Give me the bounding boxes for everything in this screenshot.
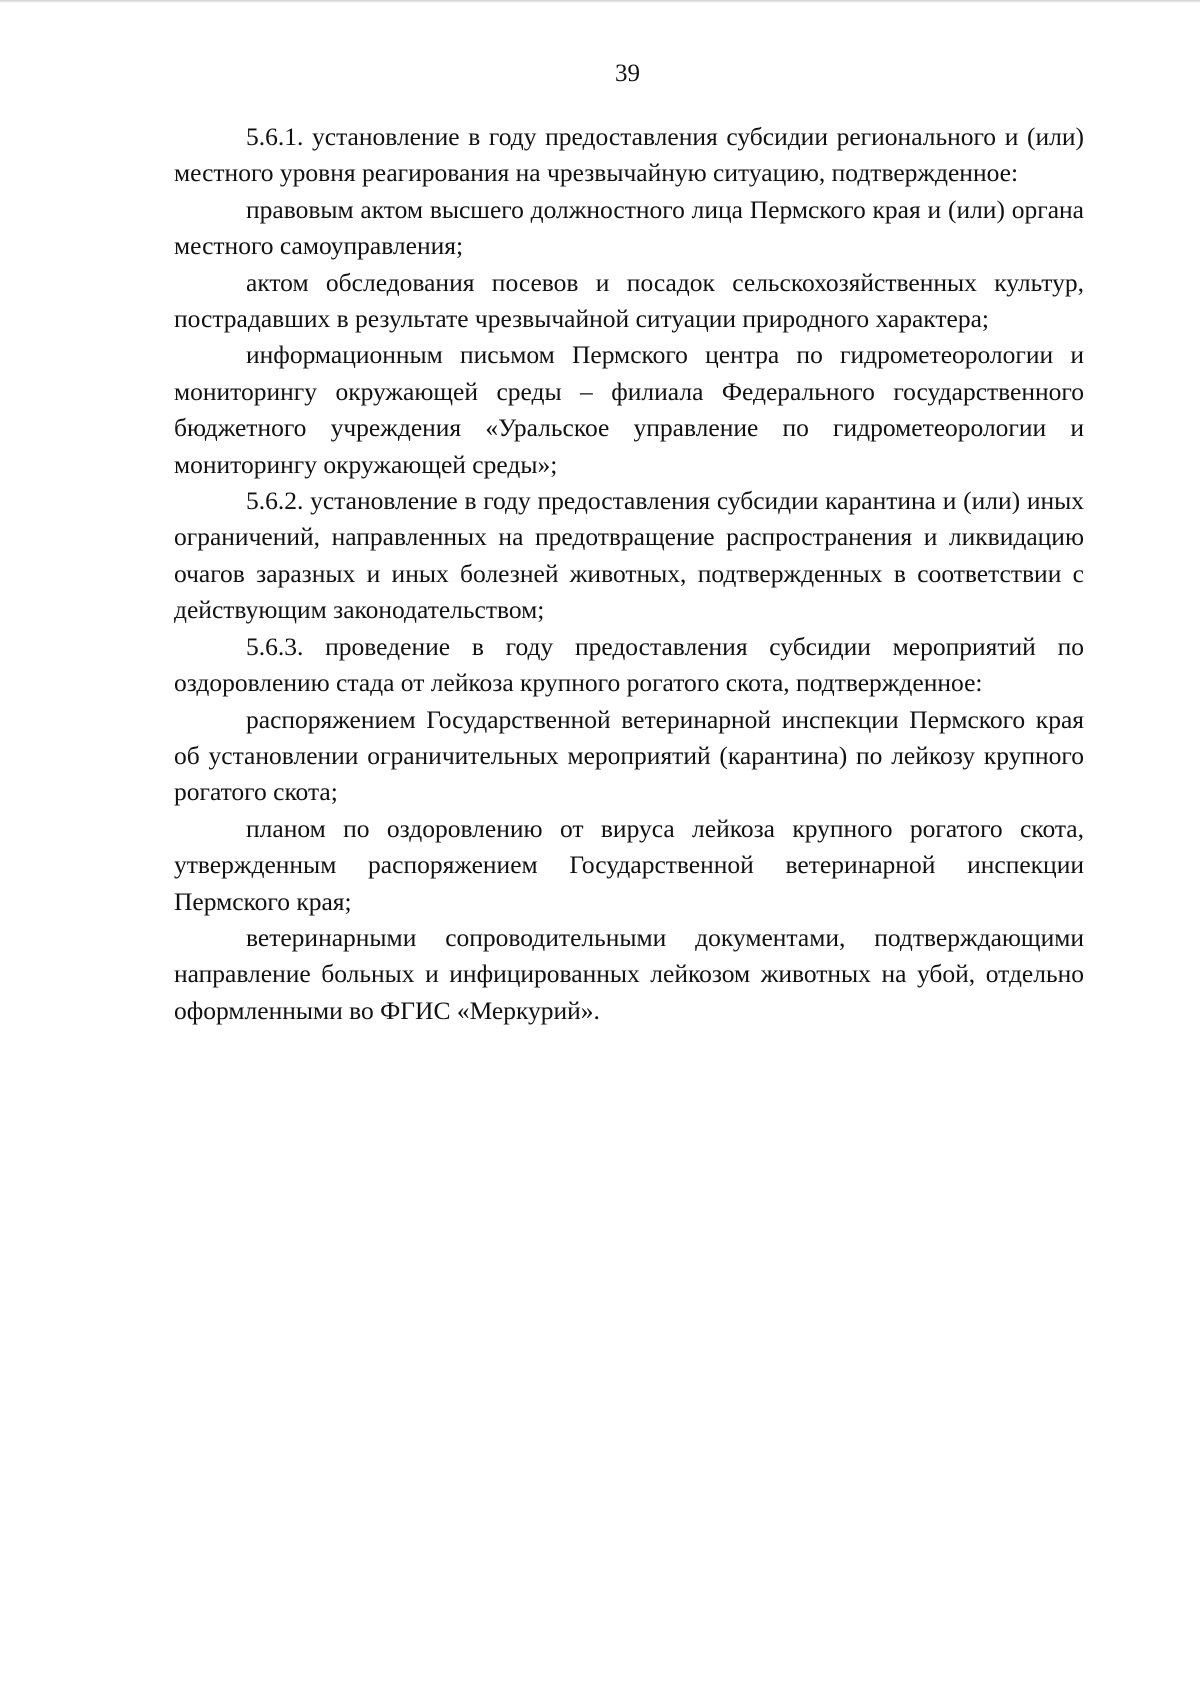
paragraph-5-6-1: 5.6.1. установление в году предоставления субсидии регионального и (или) местного уровня реагирования на чрезвычайную ситуацию, подтвержденное: bbox=[174, 122, 1084, 188]
paragraph-info-letter: информационным письмом Пермского центра по гидрометеорологии и мониторингу окружающей среды – филиала Федерального государственного бюджетного учреждения «Уральское управление по гидрометеорологии и мониторингу окружающей среды»; bbox=[174, 340, 1084, 479]
paragraph-5-6-2: 5.6.2. установление в году предоставления субсидии карантина и (или) иных ограничений, направленных на предотвращение распространения и ликвидацию очагов заразных и иных болезней животных, подтвержденных в соответствии с действующим законодательством; bbox=[174, 486, 1084, 625]
paragraph-5-6-3: 5.6.3. проведение в году предоставления субсидии мероприятий по оздоровлению стада от лейкоза крупного рогатого скота, подтвержденное: bbox=[174, 631, 1084, 698]
paragraph-recovery-plan: планом по оздоровлению от вируса лейкоза крупного рогатого скота, утвержденным распоряжением Государственной ветеринарной инспекции Пермского края; bbox=[174, 813, 1084, 916]
document-body bbox=[174, 119, 1084, 1029]
page-number: 39 bbox=[615, 60, 640, 87]
paragraph-vet-documents: ветеринарными сопроводительными документами, подтверждающими направление больных и инфицированных лейкозом животных на убой, отдельно оформленными во ФГИС «Меркурий». bbox=[174, 922, 1084, 1025]
scan-edge bbox=[0, 0, 1200, 3]
paragraph-inspection-act: актом обследования посевов и посадок сельскохозяйственных культур, пострадавших в результате чрезвычайной ситуации природного характера; bbox=[174, 267, 1084, 334]
paragraph-vet-order: распоряжением Государственной ветеринарной инспекции Пермского края об установлении ограничительных мероприятий (карантина) по лейкозу крупного рогатого скота; bbox=[174, 704, 1084, 807]
paragraph-legal-act: правовым актом высшего должностного лица Пермского края и (или) органа местного самоуправления; bbox=[174, 194, 1084, 261]
